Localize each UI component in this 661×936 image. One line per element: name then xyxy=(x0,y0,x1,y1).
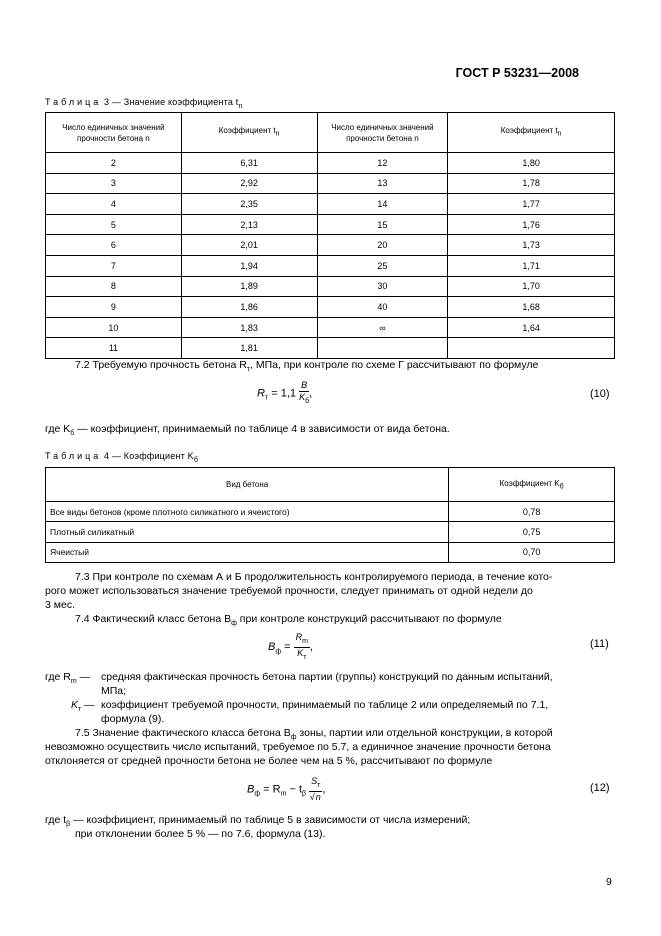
table-row: 9 1,86 40 1,68 xyxy=(46,297,615,318)
table3 xyxy=(45,112,615,359)
formula-10-fraction: $\frac{B}{K_б}$ xyxy=(299,380,310,405)
table4-caption: Таблица 4 — Коэффициент $K_б$ xyxy=(45,451,199,464)
table4-header-row xyxy=(46,468,615,502)
table3-caption xyxy=(45,97,243,110)
equation-number-10: (10) xyxy=(590,388,610,400)
page-number: 9 xyxy=(606,876,612,888)
table3-header-col1: Число единичных значений прочности бетона n xyxy=(46,113,182,153)
definition-kt-line1: коэффициент требуемой прочности, принимаемый по таблице 2 или определяемый по 7.1, xyxy=(101,699,549,711)
section-7-5-line3: отклоняется от средней прочности бетона не более чем на 5 %, рассчитывают по формуле xyxy=(45,755,493,767)
section-7-5-line2: невозможно осуществить число испытаний, требуемое по 5.7, а единичное значение прочности бетона xyxy=(45,741,551,753)
table-row: 3 2,92 13 1,78 xyxy=(46,173,615,194)
formula-11: $B_ф$ = $\frac{R_m}{K_т}$ , xyxy=(268,632,314,661)
table-row: 4 2,35 14 1,77 xyxy=(46,194,615,215)
table3-header-col3: Число единичных значений прочности бетона n xyxy=(317,113,448,153)
section-7-3-line2: рого может использоваться значение требуемой прочности, следует принимать от одной недели до xyxy=(45,585,533,597)
table-row: 5 2,13 15 1,76 xyxy=(46,214,615,235)
document-code: ГОСТ Р 53231—2008 xyxy=(455,66,579,80)
table-row: 7 1,94 25 1,71 xyxy=(46,255,615,276)
section-7-2-where: где $K_б$ — коэффициент, принимаемый по таблице 4 в зависимости от вида бетона. xyxy=(45,423,450,438)
table3-header-col4: Коэффициент $t_n$ xyxy=(448,113,615,153)
table-row: 10 1,83 ∞ 1,64 xyxy=(46,317,615,338)
table-row: 2 6,31 12 1,80 xyxy=(46,153,615,174)
section-7-3-line1: 7.3 При контроле по схемам А и Б продолжительность контролируемого периода, в течение кото- xyxy=(75,571,553,583)
formula-12-fraction: $\frac{S_т}{√n}$ xyxy=(309,776,321,802)
table-row: 11 1,81 xyxy=(46,338,615,359)
definition-kt-term: $K_т$ — xyxy=(71,699,95,714)
section-7-5-where-line2: при отклонении более 5 % — по 7.6, формула (13). xyxy=(75,828,326,840)
table-row: 8 1,89 30 1,70 xyxy=(46,276,615,297)
definition-rm-line2: МПа; xyxy=(101,685,127,697)
table-row: Ячеистый 0,70 xyxy=(46,542,615,562)
table-row: 6 2,01 20 1,73 xyxy=(46,235,615,256)
table4-header-col2: Коэффициент $K_б$ xyxy=(449,468,615,502)
definition-kt-line2: формула (9). xyxy=(101,713,165,725)
section-7-2-intro: 7.2 Требуемую прочность бетона $R_т$, МПа, при контроле по схеме Г рассчитывают по формуле xyxy=(75,359,539,374)
formula-11-fraction: $\frac{R_m}{K_т}$ xyxy=(295,632,308,661)
table3-header-row xyxy=(46,113,615,153)
table-row: Плотный силикатный 0,75 xyxy=(46,522,615,542)
equation-number-12: (12) xyxy=(590,782,610,794)
section-7-3-line3: 3 мес. xyxy=(45,599,75,611)
section-7-5-line1: 7.5 Значение фактического класса бетона $B_ф$ зоны, партии или отдельной конструкции, в которой xyxy=(75,727,553,742)
table-row: Все виды бетонов (кроме плотного силикатного и ячеистого) 0,78 xyxy=(46,502,615,522)
formula-12: $B_ф = R_m - t_\beta$ $\frac{S_т}{√n}$ , xyxy=(247,776,326,802)
table3-caption-word: Таблица xyxy=(45,97,102,107)
section-7-4-intro: 7.4 Фактический класс бетона $B_ф$ при контроле конструкций рассчитывают по формуле xyxy=(75,613,502,628)
definition-rm-line1: средняя фактическая прочность бетона партии (группы) конструкций по данным испытаний, xyxy=(101,671,553,683)
equation-number-11: (11) xyxy=(590,638,609,650)
table3-header-col2: Коэффициент $t_n$ xyxy=(181,113,317,153)
formula-10: $R_т = 1,1$ $\frac{B}{K_б}$ , xyxy=(257,380,313,405)
table3-caption-text: 3 — Значение коэффициента t xyxy=(104,97,239,107)
table3-caption-sub: n xyxy=(238,102,243,110)
table4-header-col1: Вид бетона xyxy=(46,468,449,502)
table4 xyxy=(45,467,615,563)
definition-rm-term: где $R_m$ — xyxy=(45,671,91,686)
section-7-5-where: где $t_\beta$ — коэффициент, принимаемый по таблице 5 в зависимости от числа измерений; xyxy=(45,814,471,829)
